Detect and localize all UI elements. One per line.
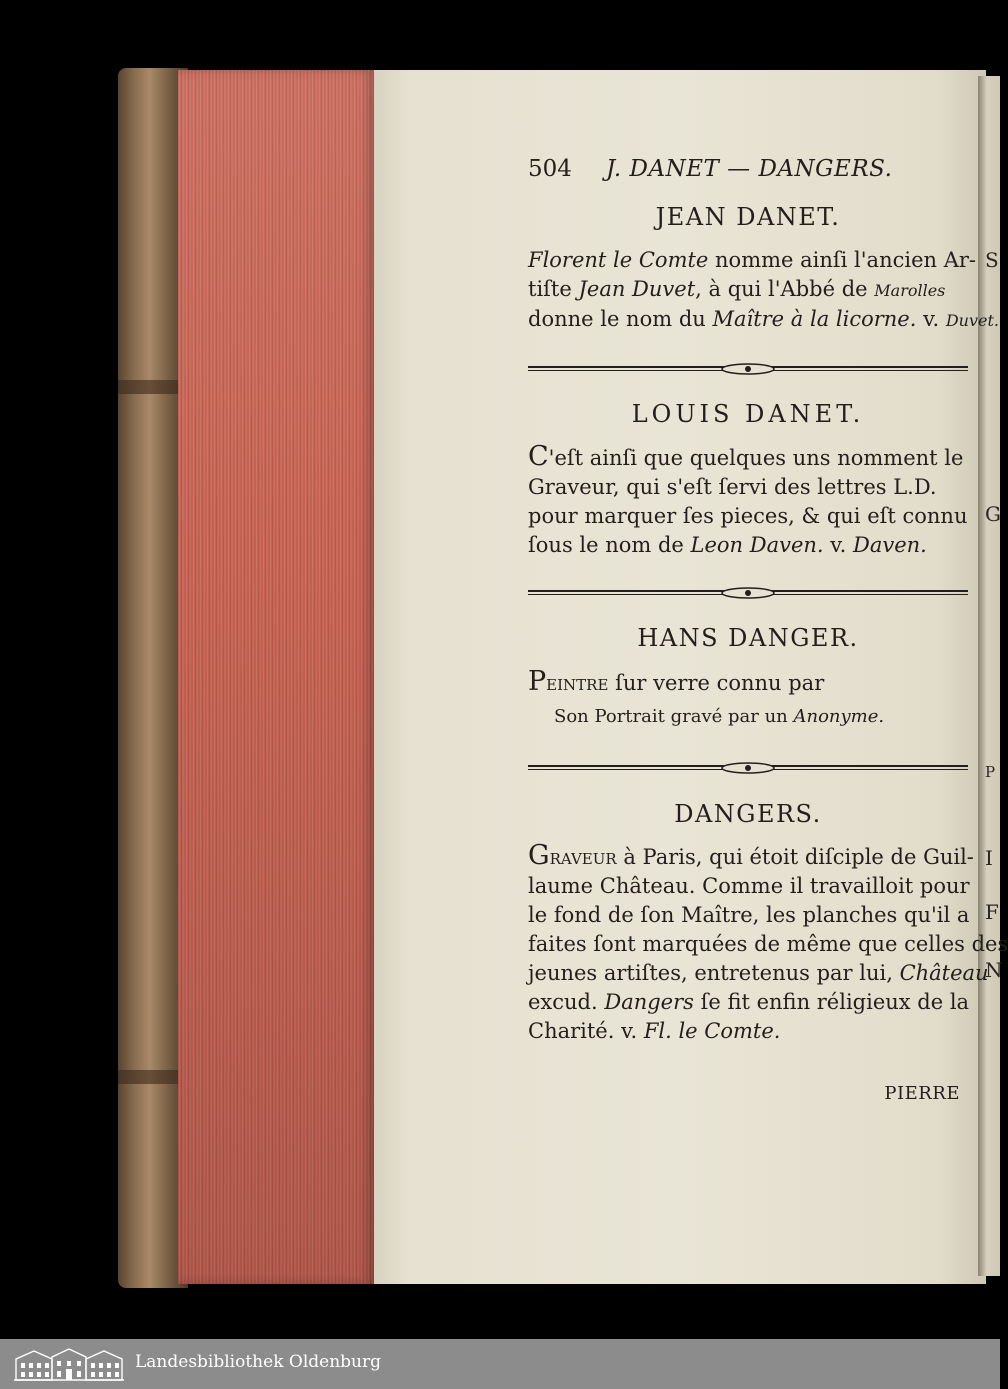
entry-text (528, 840, 1008, 1046)
entry-text (528, 667, 968, 698)
text-line: Peintre ſur verre connu par (528, 666, 825, 697)
next-page-letter: G (985, 502, 1001, 526)
entry-text (528, 442, 968, 560)
text-line: excud. Dangers ſe fit enfin réligieux de la (528, 990, 970, 1014)
text-line: Graveur à Paris, qui étoit diſciple de Guil- (528, 840, 974, 871)
entry-heading: LOUIS DANET. (631, 400, 865, 428)
text-line: laume Château. Comme il travailloit pour (528, 874, 970, 898)
portrait-note: Son Portrait gravé par un Anonyme. (554, 706, 885, 727)
next-page-letter: N (985, 958, 1003, 982)
next-page-letter: S (985, 248, 999, 272)
ornamental-divider (528, 362, 968, 376)
running-head-title: J. DANET — DANGERS. (606, 156, 893, 182)
page-edges (178, 70, 374, 1284)
text-line: Graveur, qui s'eſt ſervi des lettres L.D. (528, 475, 937, 499)
page-number: 504 (528, 156, 572, 182)
library-building-logo (14, 1347, 124, 1381)
next-page-letter: I (985, 846, 993, 870)
text-line: donne le nom du Maître à la licorne. v. Duvet. (528, 307, 999, 331)
text-line: pour marquer ſes pieces, & qui eſt connu (528, 504, 968, 528)
ornamental-divider (528, 586, 968, 600)
library-footer (0, 1339, 1000, 1389)
next-page-letter: P (985, 763, 996, 781)
text-line: faites ſont marquées de même que celles des (528, 932, 1008, 956)
catchword: PIERRE (884, 1083, 960, 1104)
text-line: ſous le nom de Leon Daven. v. Daven. (528, 533, 927, 557)
ornamental-divider (528, 761, 968, 775)
text-line: Florent le Comte nomme ainſi l'ancien Ar- (528, 248, 976, 272)
next-page-letter: F (985, 900, 999, 924)
text-line: Charité. v. Fl. le Comte. (528, 1019, 781, 1043)
text-line: jeunes artiſtes, entretenus par lui, Château (528, 961, 989, 985)
library-name: Landesbibliothek Oldenburg (135, 1352, 382, 1372)
entry-heading: HANS DANGER. (637, 624, 859, 652)
text-line: tiſte Jean Duvet, à qui l'Abbé de Marolles (528, 277, 946, 301)
entry-text (528, 246, 999, 335)
entry-heading: DANGERS. (674, 800, 822, 828)
text-line: C'eſt ainſi que quelques uns nomment le (528, 441, 964, 472)
text-line: le fond de ſon Maître, les planches qu'il a (528, 903, 970, 927)
entry-heading: JEAN DANET. (655, 203, 841, 231)
